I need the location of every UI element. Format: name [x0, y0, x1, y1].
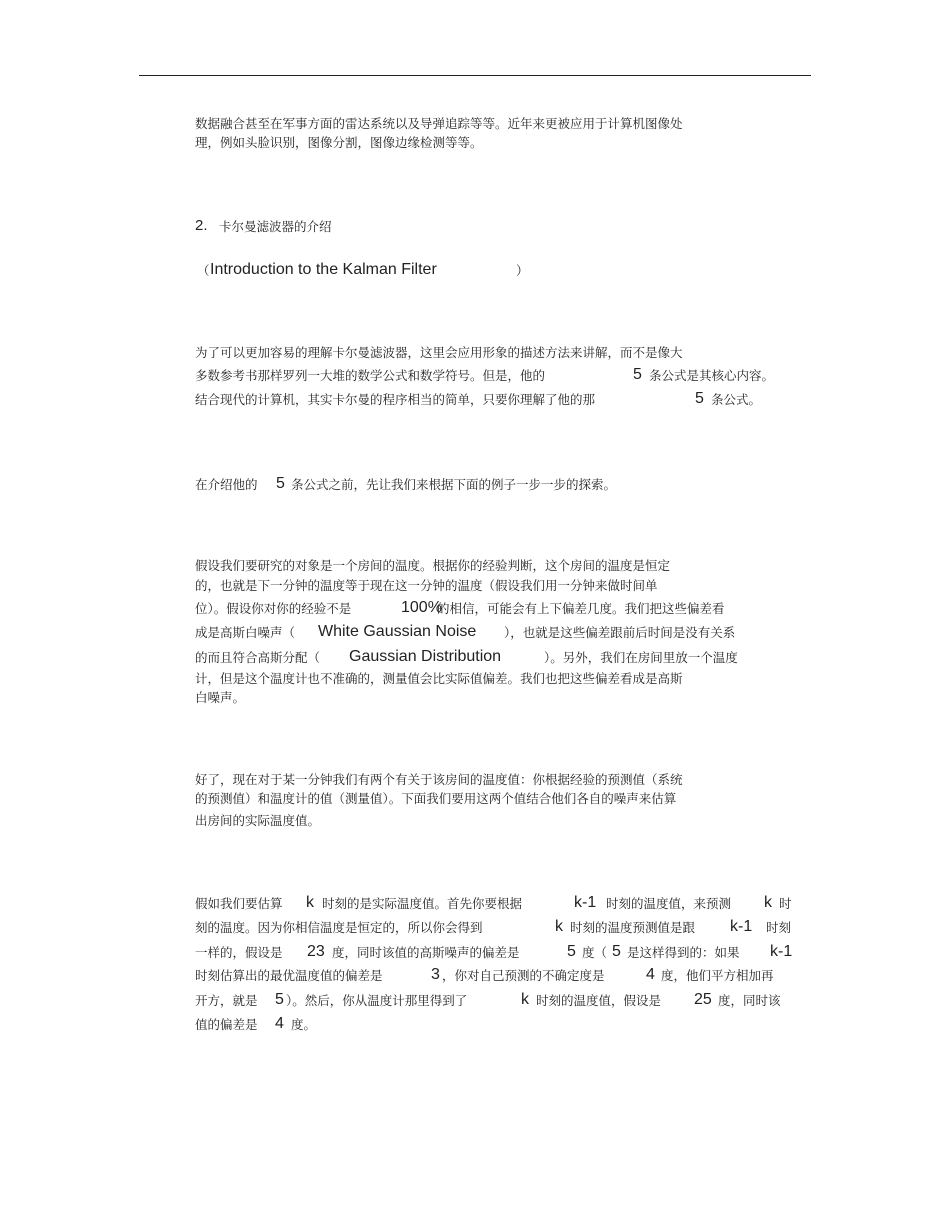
text-segment: ）。然后，你从温度计那里得到了	[286, 993, 468, 1008]
variable: k-1	[730, 918, 753, 935]
variable: k	[521, 991, 529, 1008]
number: 5	[275, 991, 284, 1008]
text-line: 的，也就是下一分钟的温度等于现在这一分钟的温度（假设我们用一分钟来做时间单	[195, 578, 658, 593]
number: 4	[646, 966, 655, 983]
header-rule	[139, 75, 811, 76]
text-segment: 在介绍他的	[195, 477, 258, 492]
text-segment: 条公式之前，先让我们来根据下面的例子一步一步的探索。	[291, 477, 617, 492]
text-segment: 度，同时该	[718, 993, 781, 1008]
variable: k-1	[770, 943, 793, 960]
text-segment: 值的偏差是	[195, 1017, 258, 1032]
number: 3	[431, 966, 440, 983]
text-line: 出房间的实际温度值。	[195, 813, 321, 828]
number: 5	[567, 943, 576, 960]
text-line: 为了可以更加容易的理解卡尔曼滤波器，这里会应用形象的描述方法来讲解，而不是像大	[195, 345, 683, 360]
text-line: 理，例如头脸识别，图像分割，图像边缘检测等等。	[195, 135, 483, 150]
number: 5	[695, 390, 704, 407]
text-segment: 条公式是其核心内容。	[649, 368, 775, 383]
english-term: White Gaussian Noise	[318, 623, 477, 640]
text-line: 好了，现在对于某一分钟我们有两个有关于该房间的温度值：你根据经验的预测值（系统	[195, 772, 683, 787]
section-subtitle: Introduction to the Kalman Filter	[210, 261, 437, 278]
variable: k	[555, 918, 563, 935]
text-segment: 时刻的是实际温度值。首先你要根据	[322, 896, 523, 911]
text-segment: 假如我们要估算	[195, 896, 283, 911]
percent-value: 100%	[401, 599, 442, 616]
text-segment: 时	[779, 896, 792, 911]
text-line: 白噪声。	[195, 690, 246, 705]
text-segment: 时刻	[766, 920, 792, 935]
text-segment: 开方，就是	[195, 993, 258, 1008]
text-segment: 一样的，假设是	[195, 945, 283, 960]
text-segment: 是这样得到的：如果	[627, 945, 740, 960]
text-segment: 的相信，可能会有上下偏差几度。我们把这些偏差看	[437, 601, 725, 616]
number: 4	[275, 1015, 284, 1032]
number: 5	[612, 943, 621, 960]
text-line: 假设我们要研究的对象是一个房间的温度。根据你的经验判断，这个房间的温度是恒定	[195, 558, 671, 573]
text-segment: ，你对自己预测的不确定度是	[442, 968, 605, 983]
section-number: 2.	[195, 217, 208, 234]
text-segment: 条公式。	[711, 392, 762, 407]
text-segment: 时刻的温度值，来预测	[606, 896, 732, 911]
number: 23	[307, 943, 325, 960]
text-line: 计，但是这个温度计也不准确的，测量值会比实际值偏差。我们也把这些偏差看成是高斯	[195, 671, 683, 686]
variable: k	[764, 894, 772, 911]
text-segment: 结合现代的计算机，其实卡尔曼的程序相当的简单，只要你理解了他的那	[195, 392, 596, 407]
subtitle-close-paren: ）	[516, 263, 529, 278]
text-segment: 的而且符合高斯分配（	[195, 650, 321, 665]
text-segment: 位）。假设你对你的经验不是	[195, 601, 352, 616]
text-segment: 度。	[291, 1017, 317, 1032]
number: 5	[276, 475, 285, 492]
text-segment: 度（	[582, 945, 608, 960]
text-segment: ）。另外，我们在房间里放一个温度	[544, 650, 738, 665]
text-segment: 刻的温度。因为你相信温度是恒定的，所以你会得到	[195, 920, 483, 935]
text-segment: 时刻的温度值，假设是	[536, 993, 662, 1008]
text-line: 的预测值）和温度计的值（测量值）。下面我们要用这两个值结合他们各自的噪声来估算	[195, 791, 677, 806]
subtitle-open-paren: （	[197, 263, 210, 278]
text-segment: 多数参考书那样罗列一大堆的数学公式和数学符号。但是，他的	[195, 368, 546, 383]
number: 25	[694, 991, 712, 1008]
variable: k	[306, 894, 314, 911]
text-segment: 时刻估算出的最优温度值的偏差是	[195, 968, 383, 983]
number: 5	[633, 366, 642, 383]
text-segment: 时刻的温度预测值是跟	[570, 920, 696, 935]
text-line: 数据融合甚至在军事方面的雷达系统以及导弹追踪等等。近年来更被应用于计算机图像处	[195, 116, 683, 131]
text-segment: ），也就是这些偏差跟前后时间是没有关系	[504, 625, 736, 640]
text-segment: 度，他们平方相加再	[661, 968, 774, 983]
text-segment: 度，同时该值的高斯噪声的偏差是	[332, 945, 520, 960]
variable: k-1	[574, 894, 597, 911]
english-term: Gaussian Distribution	[349, 648, 502, 665]
text-segment: 成是高斯白噪声（	[195, 625, 296, 640]
section-title: 卡尔曼滤波器的介绍	[219, 219, 332, 234]
